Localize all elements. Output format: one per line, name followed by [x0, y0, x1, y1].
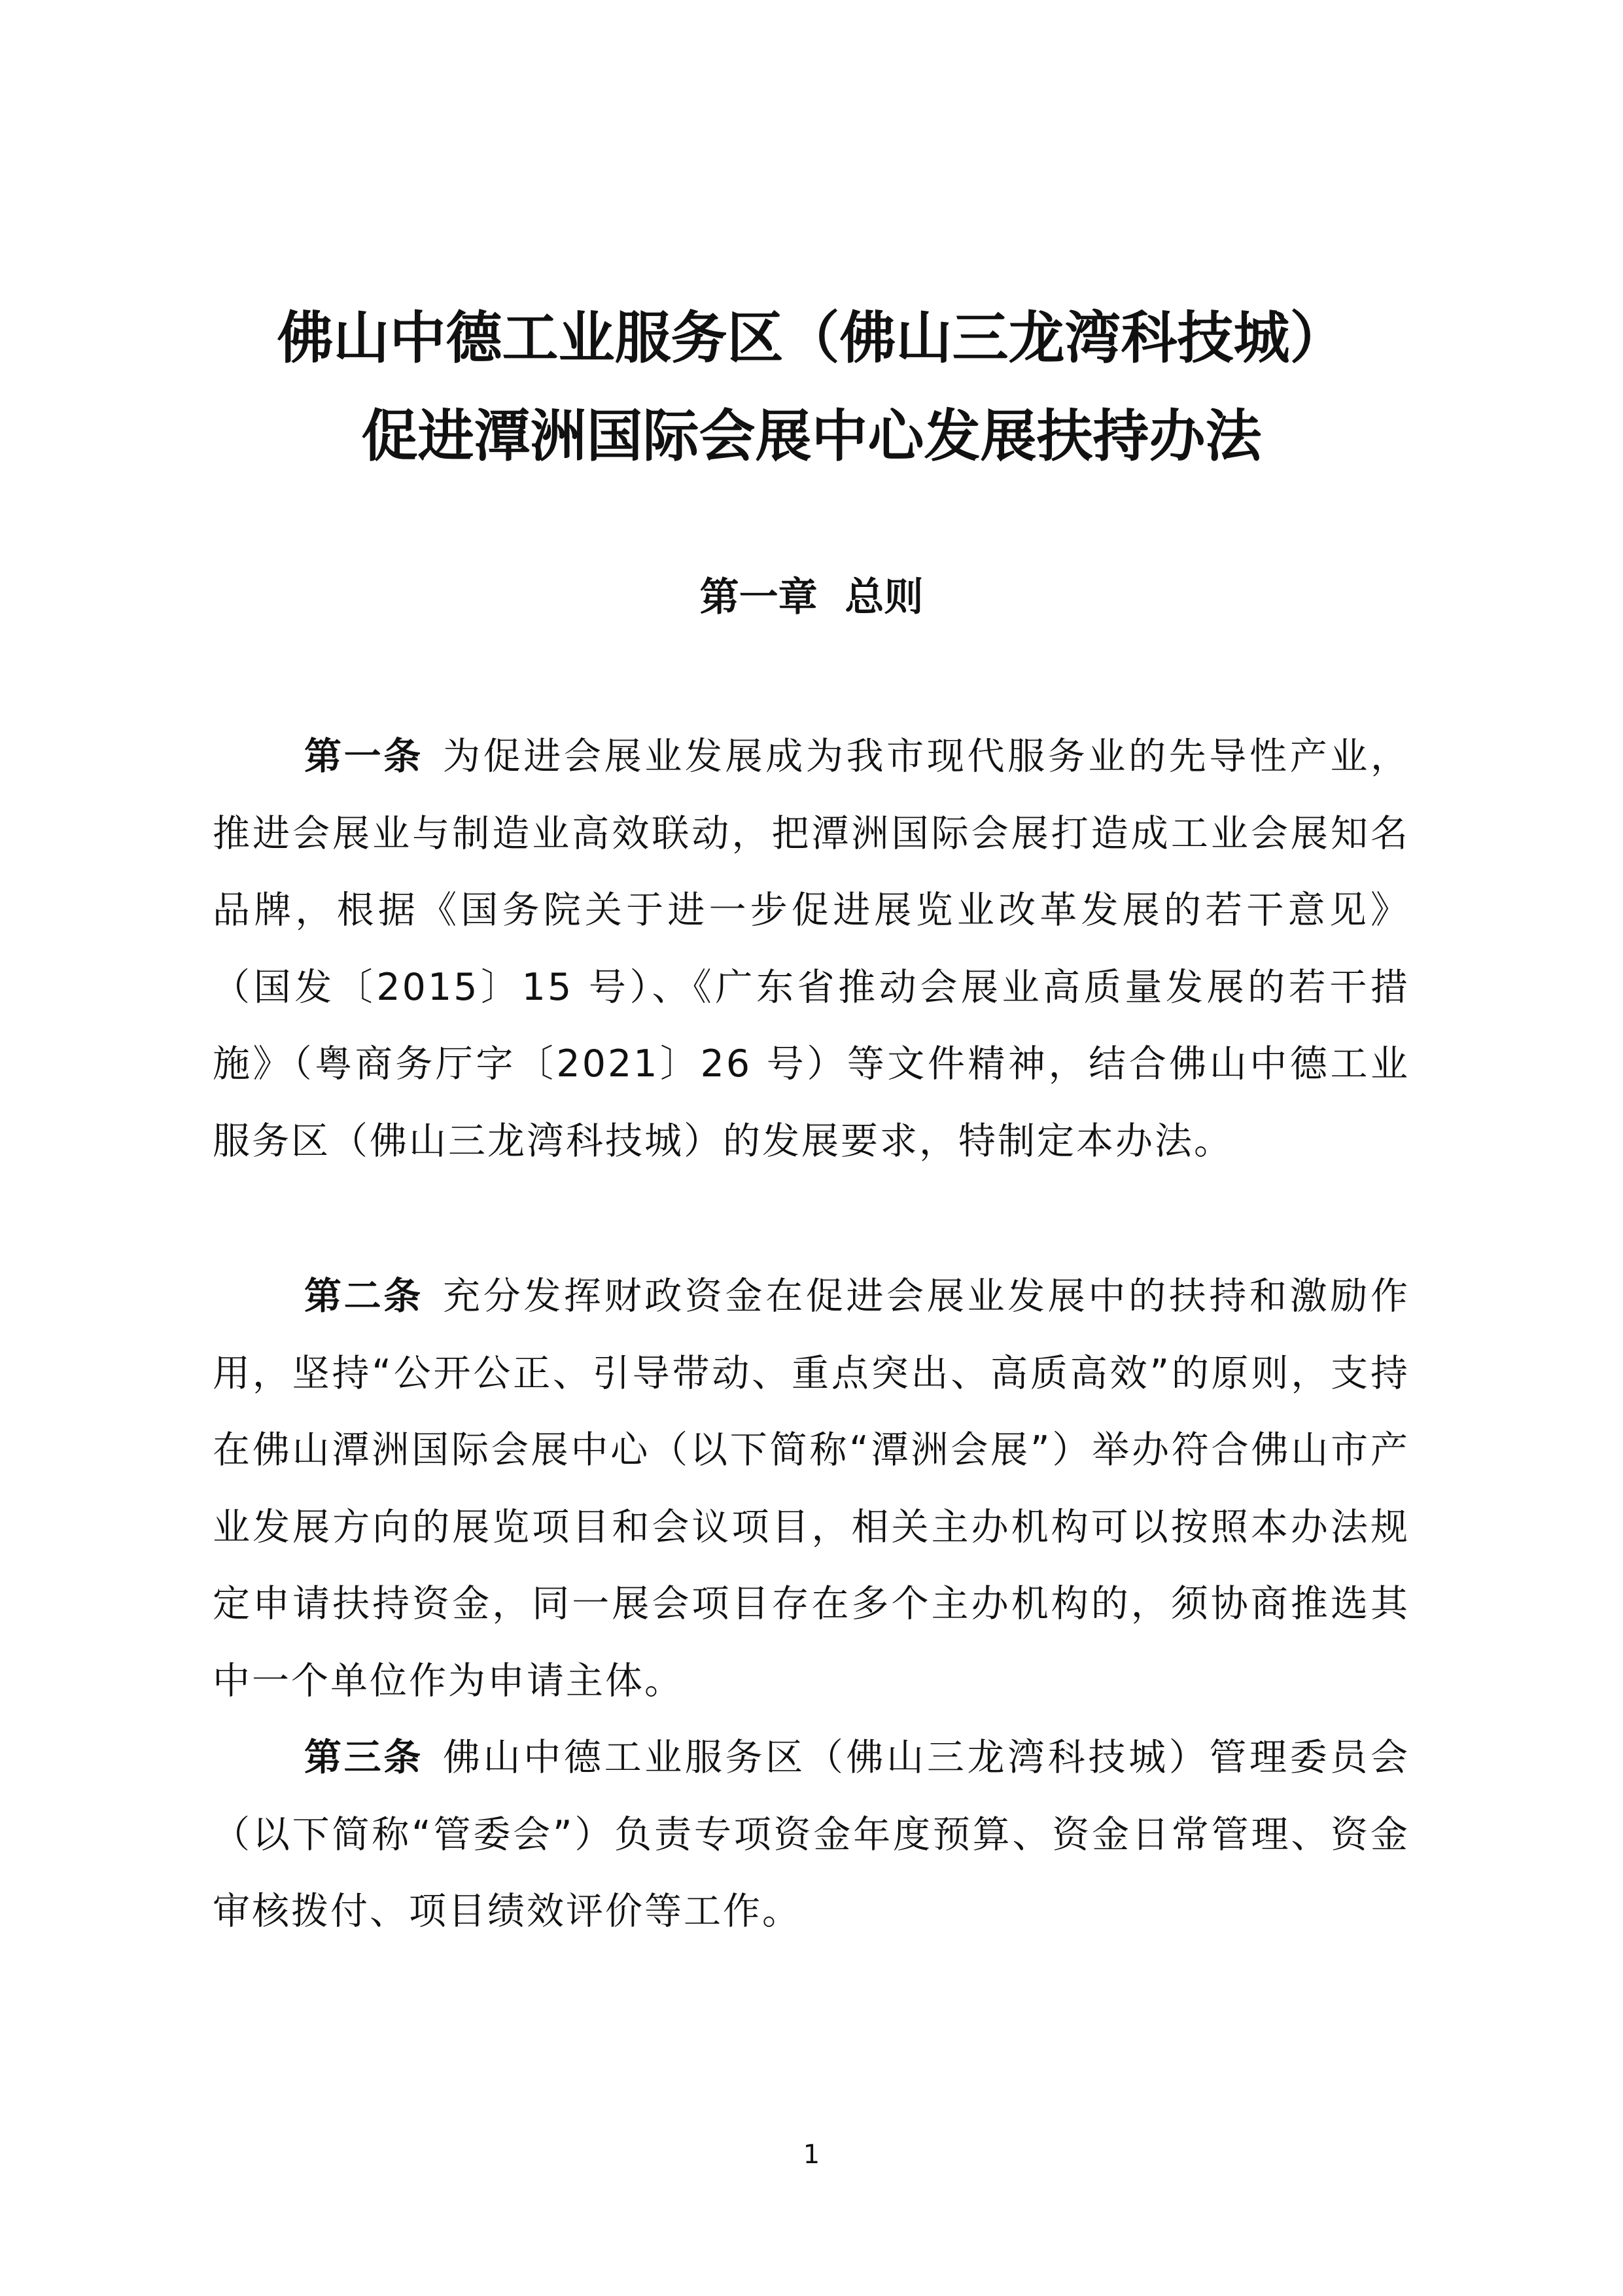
article-3-text: 佛山中德工业服务区（佛山三龙湾科技城）管理委员会（以下简称“管委会”）负责专项资金年度预算、资金日常管理、资金审核拨付、项目绩效评价等工作。 [213, 1736, 1410, 1933]
article-2-label: 第二条 [304, 1274, 423, 1318]
article-2-text: 充分发挥财政资金在促进会展业发展中的扶持和激励作用，坚持“公开公正、引导带动、重点突出、高质高效”的原则，支持在佛山潭洲国际会展中心（以下简称“潭洲会展”）举办符合佛山市产业发展方向的展览项目和会议项目，相关主办机构可以按照本办法规定申请扶持资金，同一展会项目存在多个主办机构的，须协商推选其中一个单位作为申请主体。 [213, 1275, 1410, 1703]
article-1-text: 为促进会展业发展成为我市现代服务业的先导性产业，推进会展业与制造业高效联动，把潭洲国际会展打造成工业会展知名品牌，根据《国务院关于进一步促进展览业改革发展的若干意见》（国发〔2015〕15 号）、《广东省推动会展业高质量发展的若干措施》（粤商务厅字〔2021〕26 号）等文件精神，结合佛山中德工业服务区（佛山三龙湾科技城）的发展要求，特制定本办法。 [213, 735, 1410, 1163]
document-title-line-2: 促进潭洲国际会展中心发展扶持办法 [361, 403, 1262, 469]
article-1-label: 第一条 [304, 734, 423, 778]
article-3 [213, 1719, 1410, 1951]
article-3-label: 第三条 [304, 1735, 423, 1779]
article-2 [213, 1258, 1410, 1720]
document-title-line-1: 佛山中德工业服务区（佛山三龙湾科技城） [277, 305, 1346, 371]
article-1 [213, 718, 1410, 1180]
chapter-heading: 第一章 总则 [699, 574, 924, 620]
page-number: 1 [803, 2140, 820, 2170]
